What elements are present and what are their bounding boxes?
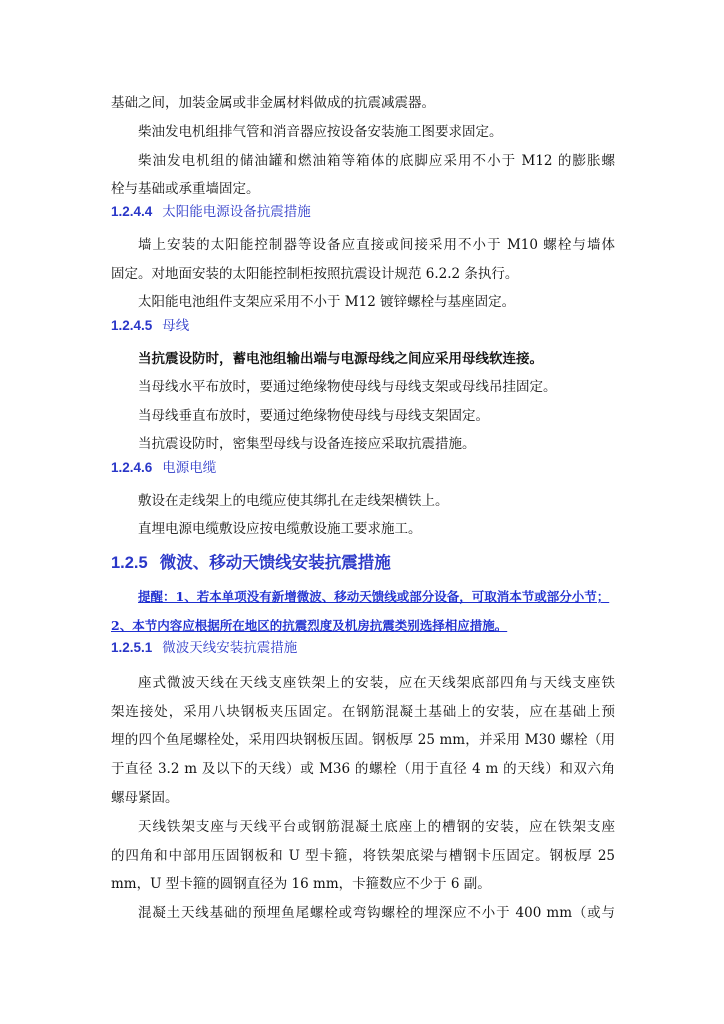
section-number: 1.2.5.1 bbox=[111, 640, 153, 655]
section-heading-1-2-5 bbox=[111, 551, 615, 575]
paragraph-line: 基础之间，加装金属或非金属材料做成的抗震减震器。 bbox=[111, 95, 435, 111]
paragraph-line: 太阳能电池组件支架应采用不小于 M12 镀锌螺栓与基座固定。 bbox=[138, 294, 516, 310]
paragraph-line: 直埋电源电缆敷设应按电缆敷设施工要求施工。 bbox=[138, 521, 422, 537]
section-number: 1.2.4.6 bbox=[111, 460, 153, 475]
tip-note-line: 2、本节内容应根据所在地区的抗震烈度及机房抗震类别选择相应措施。 bbox=[111, 618, 508, 633]
paragraph-line: 固定。对地面安装的太阳能控制柜按照抗震设计规范 6.2.2 条执行。 bbox=[111, 266, 519, 282]
paragraph-line: 螺母紧固。 bbox=[111, 790, 179, 806]
paragraph-line: 柴油发电机组的储油罐和燃油箱等箱体的底脚应采用不小于 M12 的膨胀螺 bbox=[138, 153, 615, 169]
paragraph-line: 埋的四个鱼尾螺栓处，采用四块钢板压固。钢板厚 25 mm，并采用 M30 螺栓（用 bbox=[111, 732, 615, 748]
paragraph-line: 墙上安装的太阳能控制器等设备应直接或间接采用不小于 M10 螺栓与墙体 bbox=[138, 237, 615, 253]
section-heading-1-2-4-6 bbox=[111, 458, 615, 478]
section-number: 1.2.4.4 bbox=[111, 204, 153, 219]
section-title: 太阳能电源设备抗震措施 bbox=[162, 204, 311, 220]
section-title: 电源电缆 bbox=[162, 460, 217, 476]
paragraph-line: 当母线垂直布放时，要通过绝缘物使母线与母线支架固定。 bbox=[138, 408, 489, 424]
paragraph-line: 栓与基础或承重墙固定。 bbox=[111, 181, 260, 197]
paragraph-line: 座式微波天线在天线支座铁架上的安装，应在天线架底部四角与天线支座铁 bbox=[138, 675, 615, 691]
section-number: 1.2.4.5 bbox=[111, 318, 153, 333]
paragraph-line: 敷设在走线架上的电缆应使其绑扎在走线架横铁上。 bbox=[138, 493, 449, 509]
section-heading-1-2-4-4 bbox=[111, 202, 615, 222]
section-number: 1.2.5 bbox=[111, 554, 148, 572]
tip-note-line: 提醒：1、若本单项没有新增微波、移动天馈线或部分设备，可取消本节或部分小节； bbox=[138, 589, 610, 604]
section-heading-1-2-5-1 bbox=[111, 638, 615, 658]
paragraph-line: 于直径 3.2 m 及以下的天线）或 M36 的螺栓（用于直径 4 m 的天线）和双六角 bbox=[111, 761, 615, 777]
paragraph-line: 混凝土天线基础的预埋鱼尾螺栓或弯钩螺栓的埋深应不小于 400 mm（或与 bbox=[138, 905, 615, 921]
paragraph-line: 架连接处，采用八块钢板夹压固定。在钢筋混凝土基础上的安装，应在基础上预 bbox=[111, 704, 615, 720]
section-title: 微波天线安装抗震措施 bbox=[162, 640, 298, 656]
paragraph-line-bold: 当抗震设防时，蓄电池组输出端与电源母线之间应采用母线软连接。 bbox=[138, 351, 543, 367]
section-title: 微波、移动天馈线安装抗震措施 bbox=[159, 553, 391, 572]
paragraph-line: 的四角和中部用压固钢板和 U 型卡箍，将铁架底梁与槽钢卡压固定。钢板厚 25 bbox=[111, 848, 615, 864]
section-heading-1-2-4-5 bbox=[111, 316, 615, 336]
paragraph-line: 天线铁架支座与天线平台或钢筋混凝土底座上的槽钢的安装，应在铁架支座 bbox=[138, 819, 615, 835]
paragraph-line: 当抗震设防时，密集型母线与设备连接应采取抗震措施。 bbox=[138, 436, 476, 452]
paragraph-line: 当母线水平布放时，要通过绝缘物使母线与母线支架或母线吊挂固定。 bbox=[138, 379, 557, 395]
paragraph-line: 柴油发电机组排气管和消音器应按设备安装施工图要求固定。 bbox=[138, 124, 503, 140]
paragraph-line: mm，U 型卡箍的圆钢直径为 16 mm，卡箍数应不少于 6 副。 bbox=[111, 876, 491, 892]
section-title: 母线 bbox=[162, 318, 190, 334]
